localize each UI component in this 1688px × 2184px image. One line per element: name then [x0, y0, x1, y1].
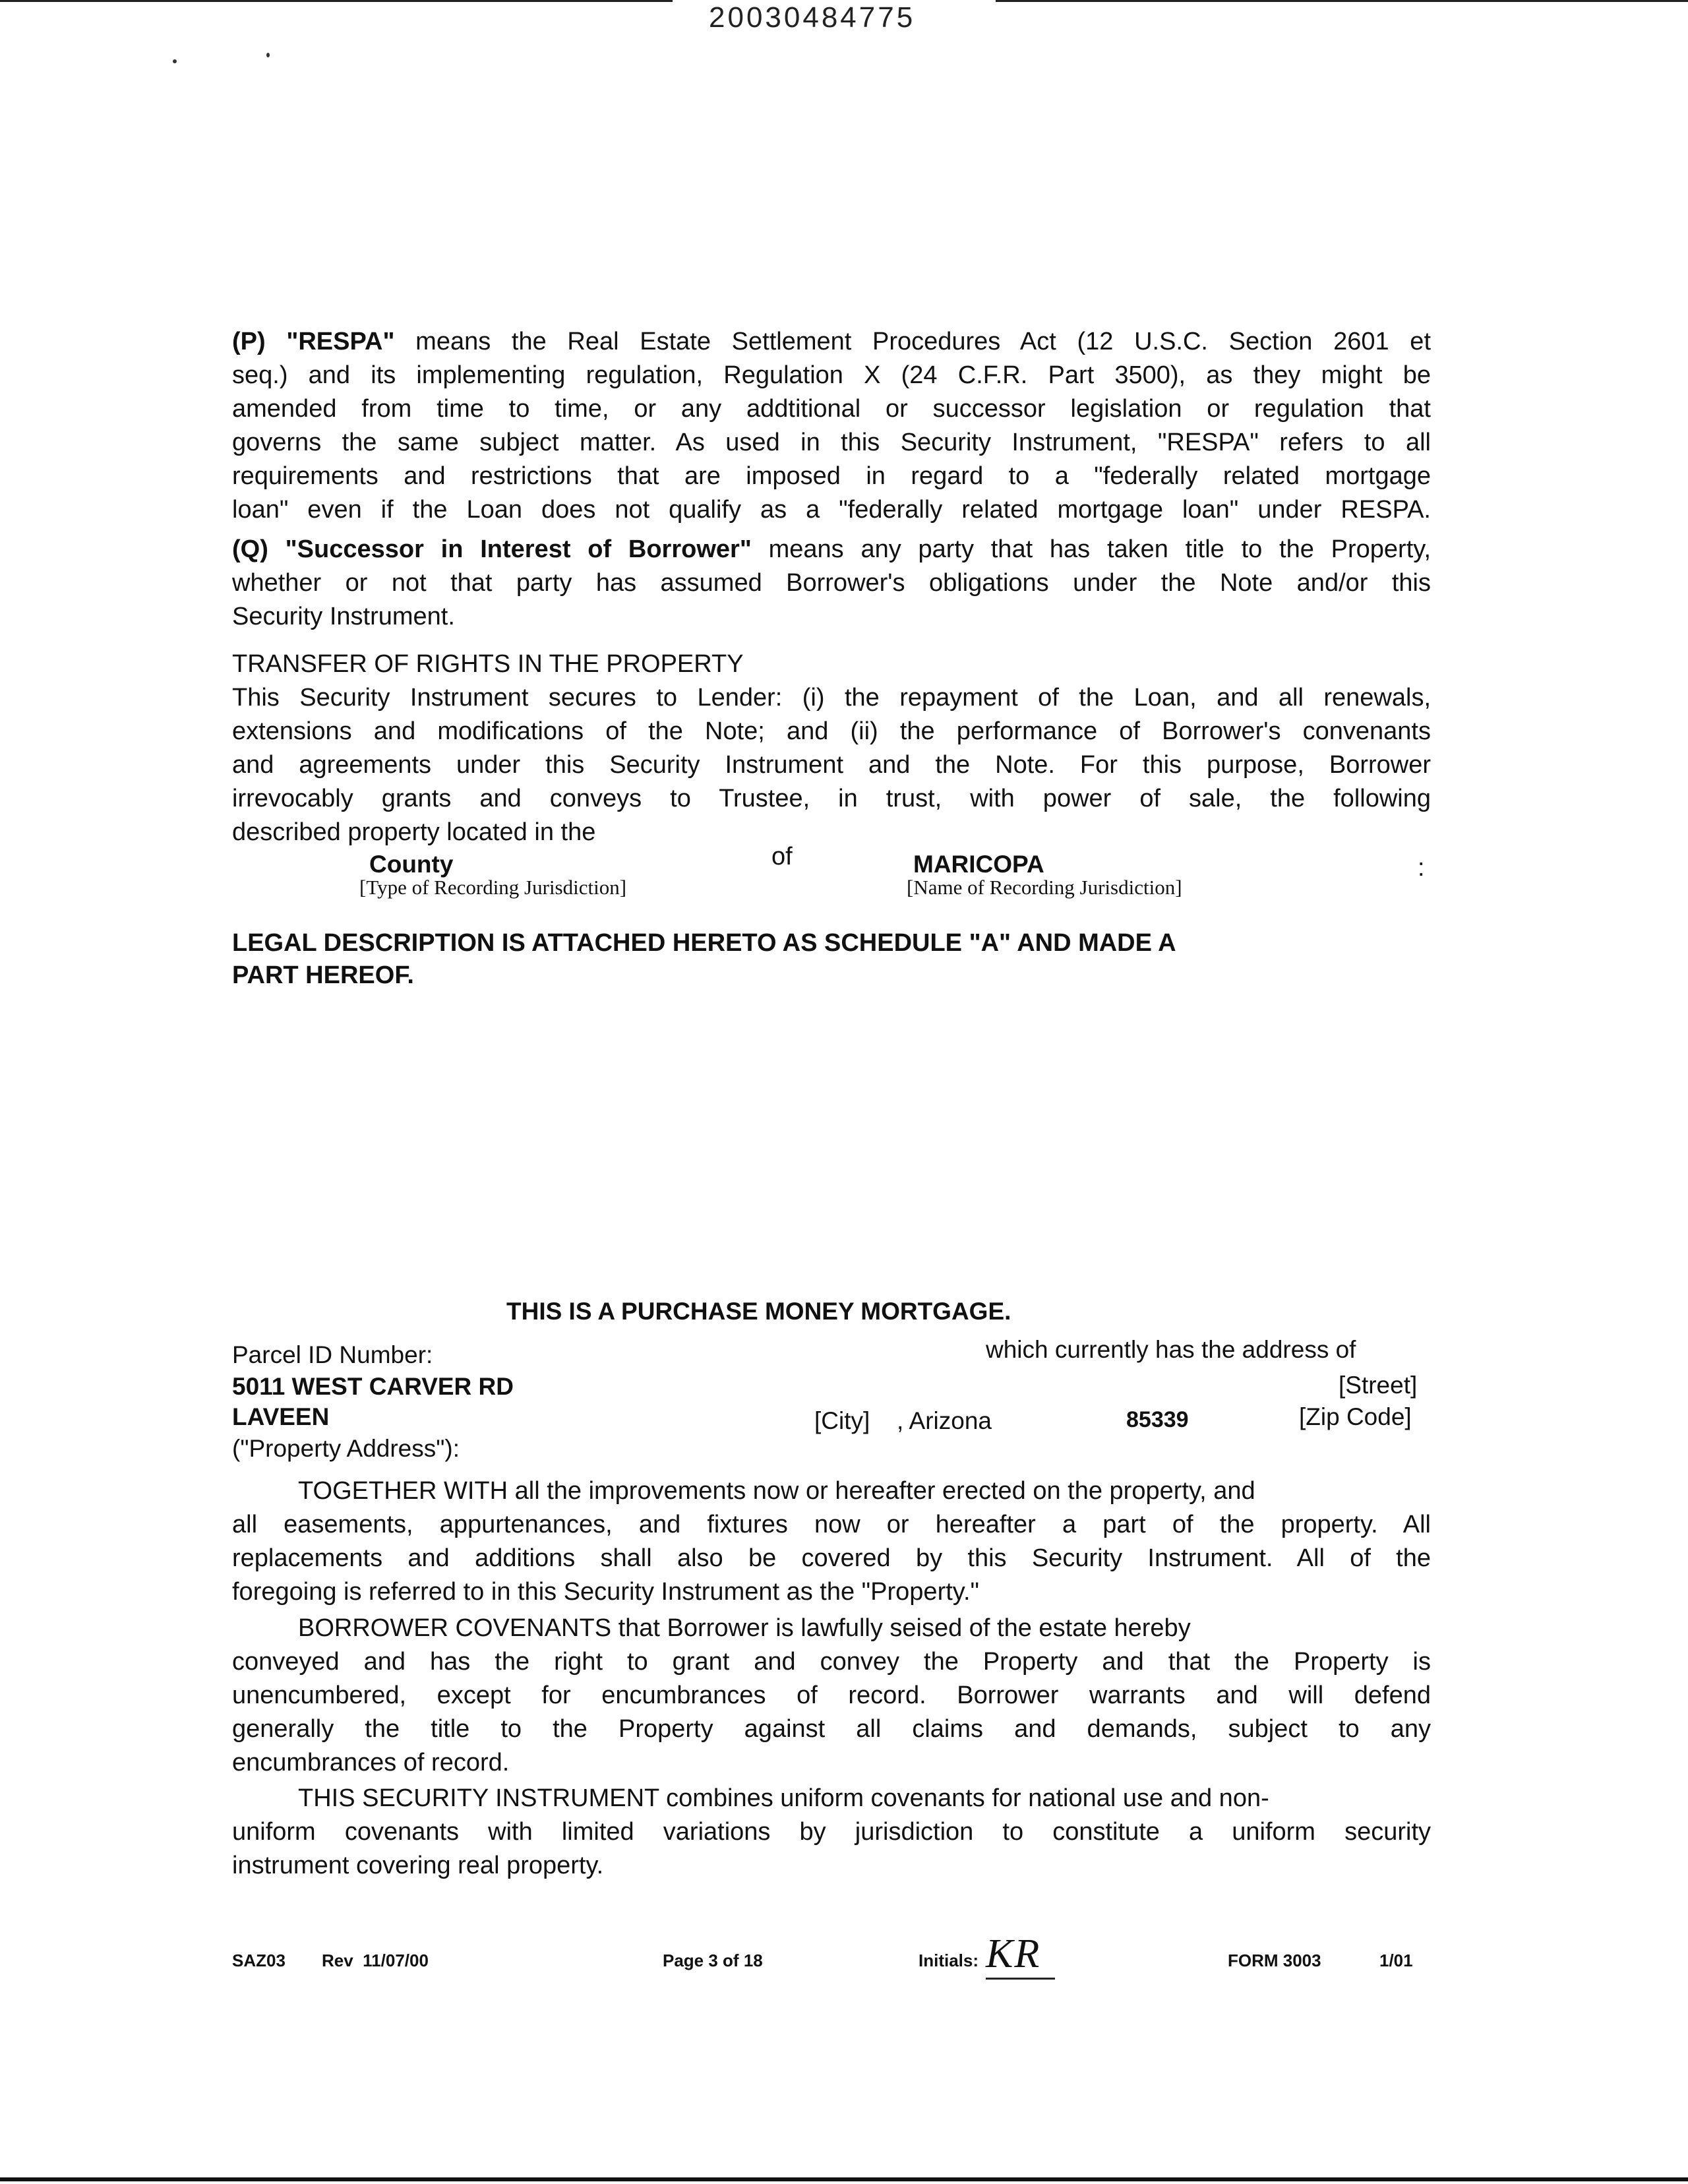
transfer-heading: TRANSFER OF RIGHTS IN THE PROPERTY — [232, 650, 744, 678]
borrower-covenants-paragraph — [232, 1612, 1431, 1780]
transfer-text: This Security Instrument secures to Lender: (i) the repayment of the Loan, and all renewals, — [232, 684, 1431, 712]
zip-value: 85339 — [1126, 1407, 1189, 1432]
borrower-covenants-text: encumbrances of record. — [232, 1749, 510, 1776]
footer-initials-signature — [986, 1931, 1055, 1980]
together-with-paragraph — [232, 1474, 1431, 1609]
jurisdiction-of: of — [771, 843, 793, 870]
transfer-text: described property located in the — [232, 818, 596, 846]
city-caption: [City] — [814, 1407, 870, 1434]
borrower-covenants-text: generally the title to the Property against all claims and demands, subject to any — [232, 1715, 1431, 1743]
top-rule-right — [996, 0, 1688, 2]
together-with-text: TOGETHER WITH all the improvements now or hereafter erected on the property, and — [298, 1477, 1255, 1505]
section-q-text: Security Instrument. — [232, 603, 455, 630]
security-instrument-text: instrument covering real property. — [232, 1852, 604, 1879]
footer-revision: Rev 11/07/00 — [322, 1951, 429, 1970]
section-p-respa — [232, 325, 1431, 527]
footer-form-number: FORM 3003 — [1228, 1951, 1321, 1970]
section-p-text: loan" even if the Loan does not qualify as a "federally related mortgage loan" under RESPA. — [232, 496, 1431, 524]
together-with-text: replacements and additions shall also be covered by this Security Instrument. All of the — [232, 1544, 1431, 1572]
borrower-covenants-text: BORROWER COVENANTS that Borrower is lawfully seised of the estate hereby — [298, 1614, 1191, 1642]
section-p-text: requirements and restrictions that are imposed in regard to a "federally related mortgage — [232, 462, 1431, 490]
jurisdiction-name-caption: [Name of Recording Jurisdiction] — [907, 876, 1182, 899]
together-with-text: foregoing is referred to in this Security Instrument as the "Property." — [232, 1578, 980, 1606]
purchase-money-notice: THIS IS A PURCHASE MONEY MORTGAGE. — [506, 1298, 1011, 1325]
transfer-text: and agreements under this Security Instrument and the Note. For this purpose, Borrower — [232, 751, 1431, 779]
section-q-label: (Q) — [232, 535, 268, 563]
section-q-text: means any party that has taken title to the Property, — [768, 535, 1431, 563]
footer-page: Page 3 of 18 — [663, 1951, 763, 1970]
security-instrument-text: THIS SECURITY INSTRUMENT combines uniform covenants for national use and non- — [298, 1784, 1269, 1812]
borrower-covenants-text: unencumbered, except for encumbrances of record. Borrower warrants and will defend — [232, 1682, 1431, 1709]
initials-handwritten: KR — [986, 1931, 1041, 1976]
top-rule-left — [0, 0, 673, 2]
section-p-text: governs the same subject matter. As used in this Security Instrument, "RESPA" refers to all — [232, 429, 1431, 456]
section-p-text: amended from time to time, or any addtitional or successor legislation or regulation that — [232, 395, 1431, 423]
legal-description — [232, 927, 1176, 992]
scan-speck — [173, 59, 177, 63]
legal-description-line: LEGAL DESCRIPTION IS ATTACHED HERETO AS SCHEDULE "A" AND MADE A — [232, 929, 1176, 957]
jurisdiction-type-caption: [Type of Recording Jurisdiction] — [359, 876, 627, 899]
jurisdiction-colon: : — [1418, 854, 1425, 882]
section-q-term: "Successor in Interest of Borrower" — [285, 535, 752, 563]
jurisdiction-type-value: County — [369, 851, 454, 878]
parcel-id-label: Parcel ID Number: — [232, 1341, 433, 1368]
together-with-text: all easements, appurtenances, and fixtures now or hereafter a part of the property. All — [232, 1511, 1431, 1538]
section-p-term: "RESPA" — [286, 328, 395, 355]
section-p-text: seq.) and its implementing regulation, Regulation X (24 C.F.R. Part 3500), as they might be — [232, 361, 1431, 389]
section-q-text: whether or not that party has assumed Borrower's obligations under the Note and/or this — [232, 569, 1431, 597]
transfer-paragraph — [232, 681, 1431, 849]
document-number: 20030484775 — [709, 1, 916, 34]
section-p-label: (P) — [232, 328, 266, 355]
city-value: LAVEEN — [232, 1403, 330, 1430]
security-instrument-text: uniform covenants with limited variations by jurisdiction to constitute a uniform security — [232, 1818, 1431, 1846]
footer-initials-label: Initials: — [919, 1951, 979, 1970]
footer-form-date: 1/01 — [1379, 1951, 1413, 1970]
scan-speck — [266, 53, 270, 57]
legal-description-line: PART HEREOF. — [232, 961, 414, 989]
property-address-label: ("Property Address"): — [232, 1435, 460, 1462]
bottom-rule — [0, 2177, 1688, 2181]
footer-form-code: SAZ03 — [232, 1951, 286, 1970]
jurisdiction-name-value: MARICOPA — [913, 851, 1044, 878]
borrower-covenants-text: conveyed and has the right to grant and convey the Property and that the Property is — [232, 1648, 1431, 1676]
state-value: , Arizona — [897, 1407, 992, 1434]
zip-caption: [Zip Code] — [1299, 1403, 1412, 1430]
transfer-text: extensions and modifications of the Note; and (ii) the performance of Borrower's convenants — [232, 717, 1431, 745]
transfer-text: irrevocably grants and conveys to Trustee, in trust, with power of sale, the following — [232, 785, 1431, 812]
street-caption: [Street] — [1339, 1372, 1418, 1399]
street-value: 5011 WEST CARVER RD — [232, 1373, 514, 1400]
address-intro: which currently has the address of — [986, 1336, 1356, 1363]
section-q-successor — [232, 533, 1431, 634]
security-instrument-paragraph — [232, 1782, 1431, 1883]
section-p-text: means the Real Estate Settlement Procedures Act (12 U.S.C. Section 2601 et — [415, 328, 1431, 355]
